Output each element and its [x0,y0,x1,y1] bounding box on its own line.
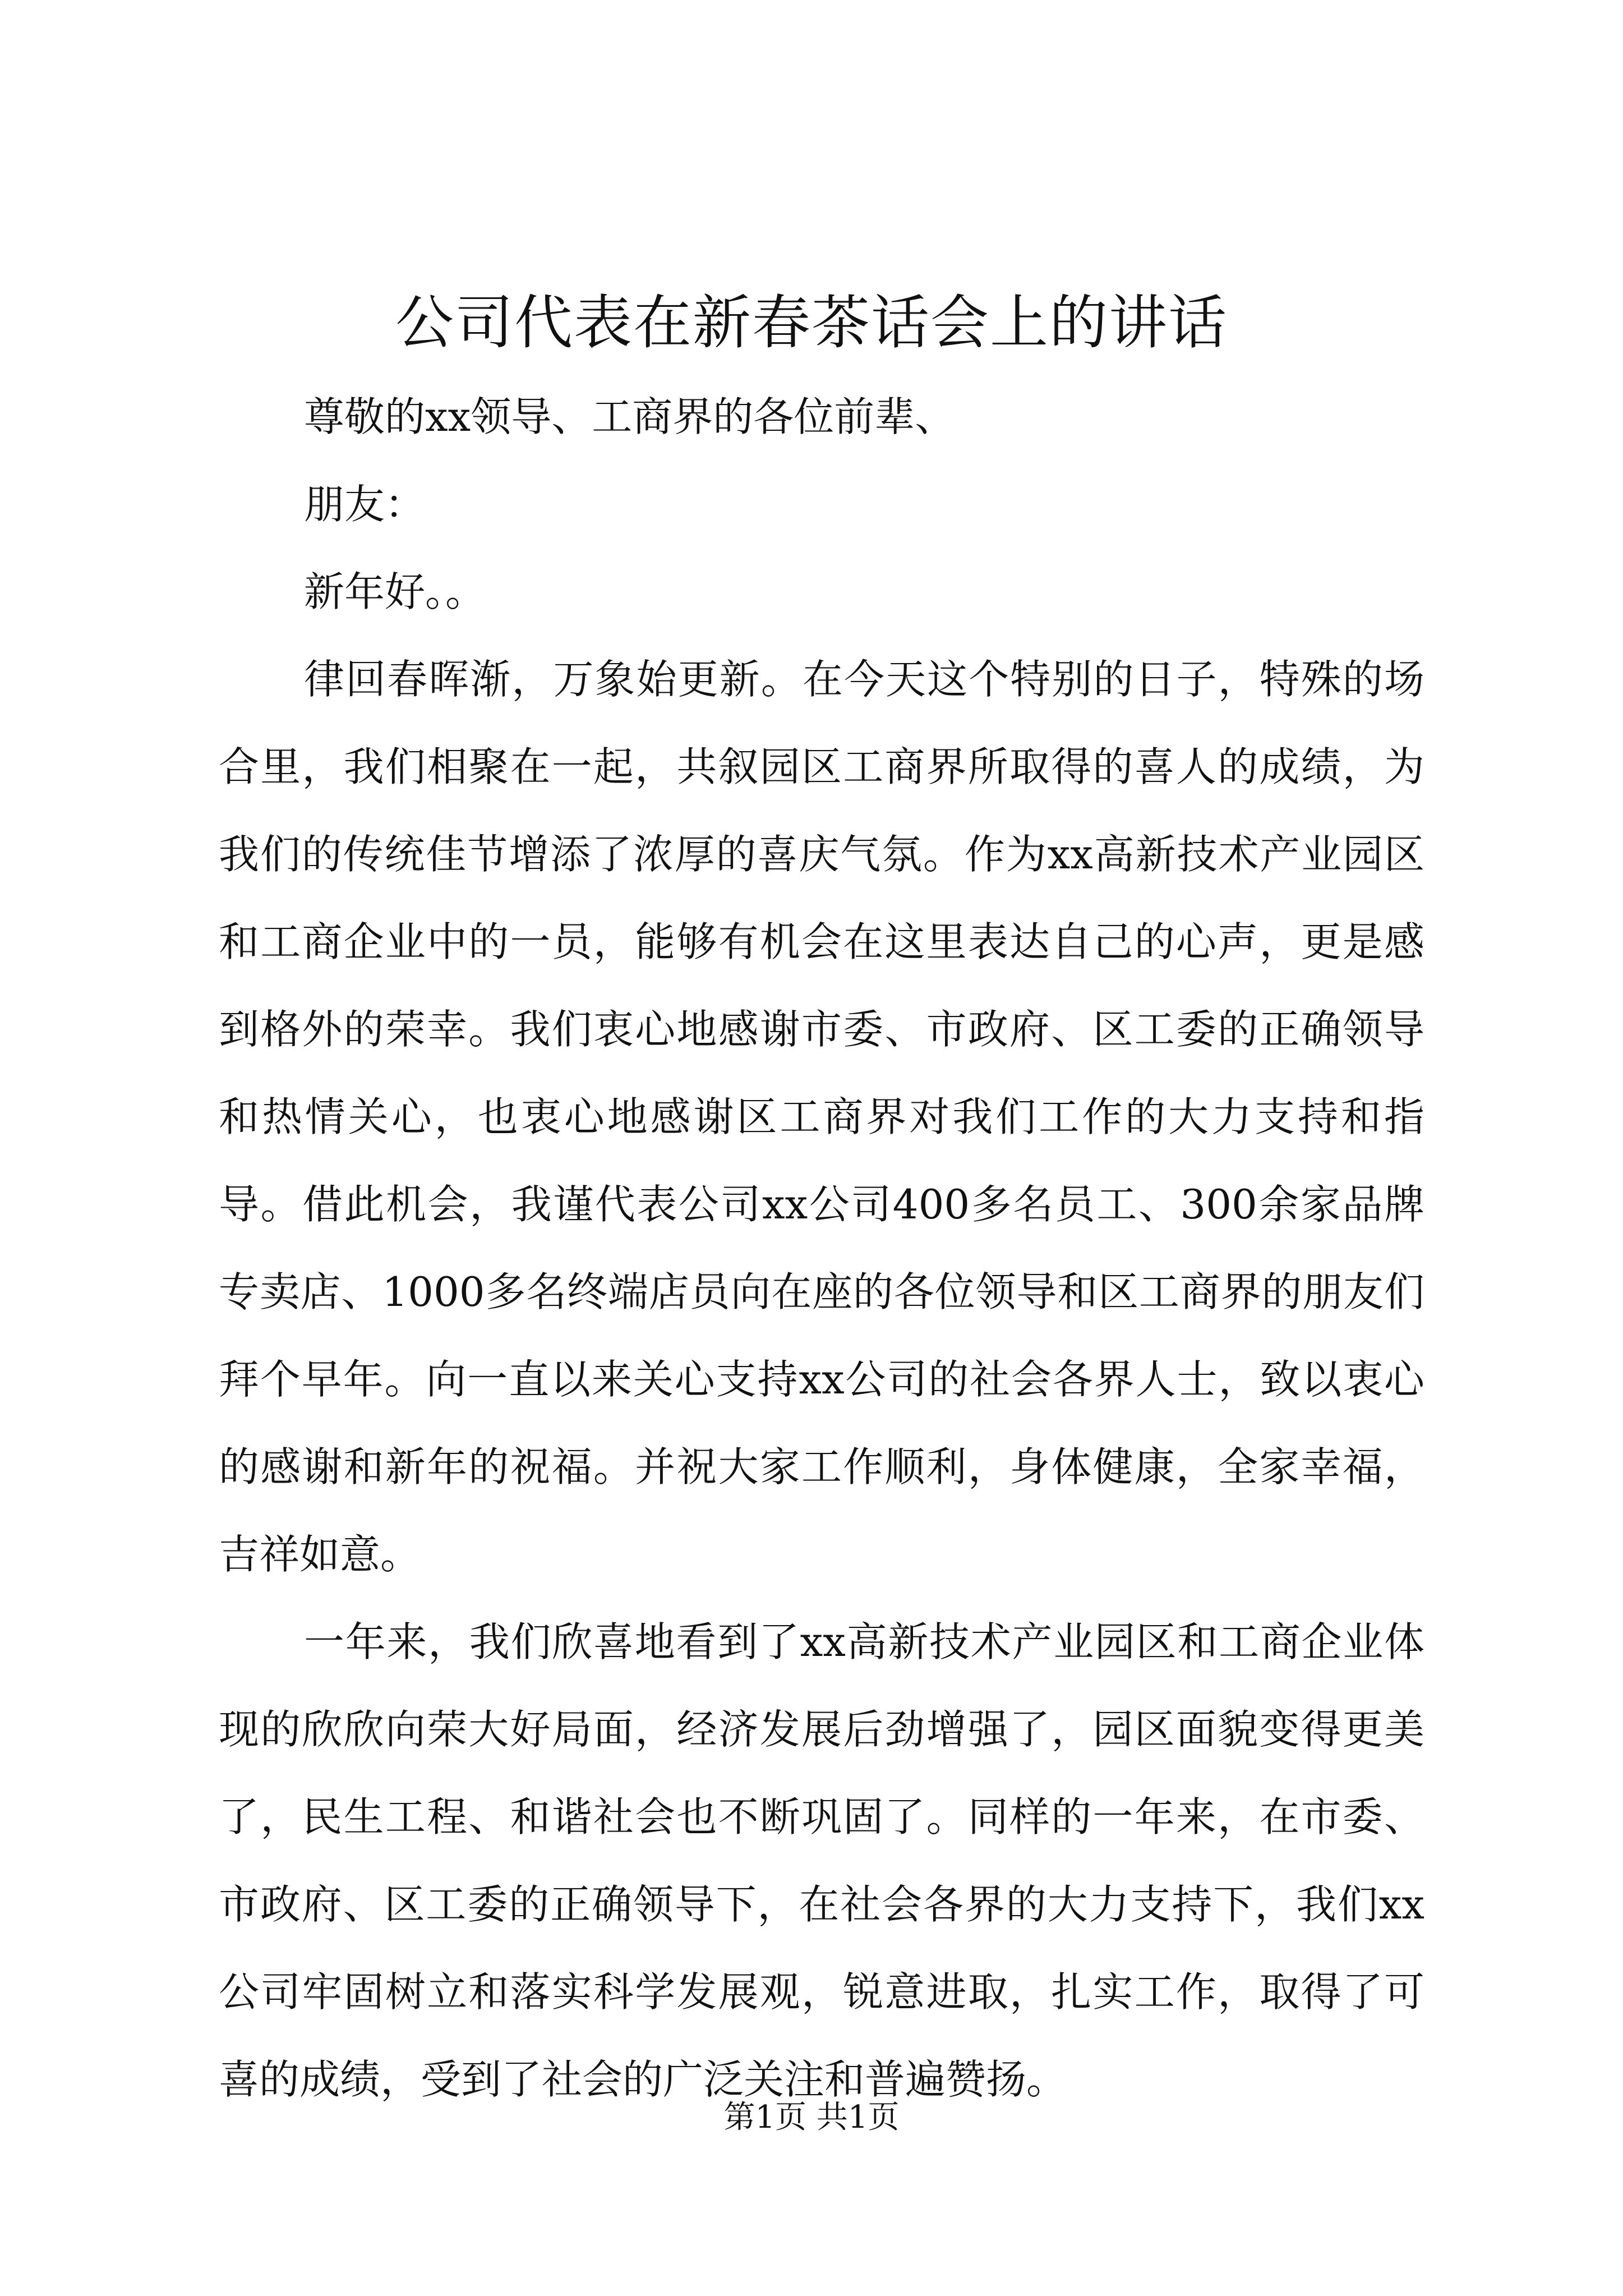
new-year-greeting: 新年好。。 [304,568,486,615]
paragraph-2: 一年来，我们欣喜地看到了xx高新技术产业园区和工商企业体现的欣欣向荣大好局面，经济发展后劲增强了，园区面貌变得更美了，民生工程、和谐社会也不断巩固了。同样的一年来，在市委、市政府、区工委的正确领导下，在社会各界的大力支持下，我们xx公司牢固树立和落实科学发展观，锐意进取，扎实工作，取得了可喜的成绩，受到了社会的广泛关注和普遍赞扬。 [219,1618,1424,2103]
paragraph-1: 律回春晖渐，万象始更新。在今天这个特别的日子，特殊的场合里，我们相聚在一起，共叙园区工商界所取得的喜人的成绩，为我们的传统佳节增添了浓厚的喜庆气氛。作为xx高新技术产业园区和工商企业中的一员，能够有机会在这里表达自己的心声，更是感到格外的荣幸。我们衷心地感谢市委、市政府、区工委的正确领导和热情关心，也衷心地感谢区工商界对我们工作的大力支持和指导。借此机会，我谨代表公司xx公司400多名员工、300余家品牌专卖店、1000多名终端店员向在座的各位领导和区工商界的朋友们拜个早年。向一直以来关心支持xx公司的社会各界人士，致以衷心的感谢和新年的祝福。并祝大家工作顺利，身体健康，全家幸福，吉祥如意。 [219,656,1424,1578]
greeting-line-1: 尊敬的xx领导、工商界的各位前辈、 [304,393,956,440]
greeting-line-2: 朋友： [304,481,426,528]
document-title: 公司代表在新春茶话会上的讲话 [395,288,1228,357]
page-footer: 第1页 共1页 [723,2099,900,2136]
document-body [219,373,1424,2123]
